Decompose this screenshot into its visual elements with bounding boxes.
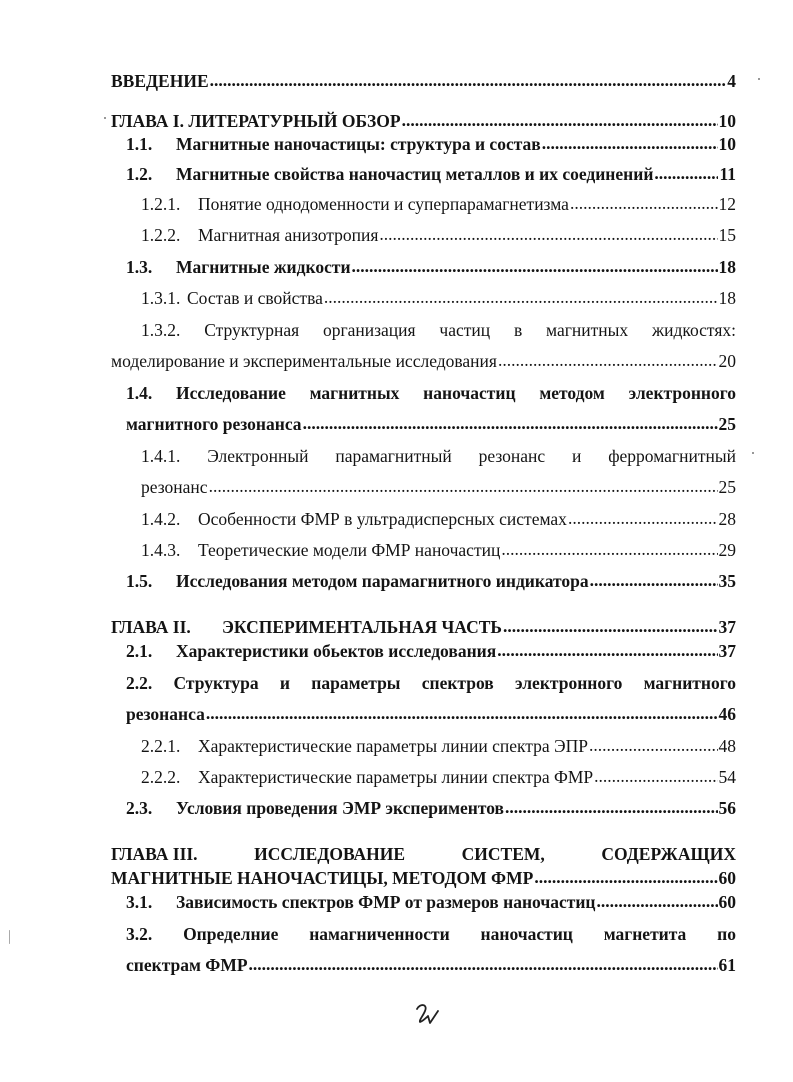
toc-word: жидкостях: <box>651 320 736 340</box>
scan-speck <box>758 78 760 80</box>
toc-entry-title-continued: магнитного резонанса <box>126 414 302 434</box>
toc-word: ферромагнитный <box>608 446 736 466</box>
toc-entry-1-3-2-line-1[interactable] <box>141 320 736 340</box>
dot-leader <box>654 166 718 180</box>
toc-entry-title: ВВЕДЕНИЕ <box>111 71 209 91</box>
toc-word: электронного <box>514 673 623 693</box>
dot-leader <box>497 643 717 657</box>
toc-word: магнитных <box>546 320 629 340</box>
toc-page-number: 61 <box>718 955 736 975</box>
toc-chapter-label: ГЛАВА III. <box>111 844 198 864</box>
toc-section-number: 1.4. <box>126 383 153 403</box>
dot-leader <box>594 769 717 783</box>
toc-entry-1-2-1[interactable] <box>141 194 736 214</box>
dot-leader <box>570 196 718 210</box>
toc-page-number: 37 <box>718 617 736 637</box>
toc-word: в <box>513 320 523 340</box>
toc-page-number: 46 <box>718 704 736 724</box>
toc-page-number: 11 <box>719 164 736 184</box>
toc-word: резонанс <box>478 446 546 466</box>
toc-word: наночастиц <box>480 924 573 944</box>
toc-section-number: 2.1. <box>126 641 153 661</box>
toc-page-number: 12 <box>718 194 736 214</box>
toc-section-number: 1.3. <box>126 257 153 277</box>
toc-word: СИСТЕМ, <box>461 844 545 864</box>
toc-word: электронного <box>628 383 736 403</box>
toc-page-number: 35 <box>718 571 736 591</box>
toc-page-number: 48 <box>718 736 736 756</box>
dot-leader <box>498 353 718 367</box>
toc-page-number: 10 <box>718 111 736 131</box>
toc-page-number: 25 <box>718 414 736 434</box>
dot-leader <box>542 136 718 150</box>
toc-section-number: 1.4.3. <box>141 540 181 560</box>
scan-speck <box>752 452 754 454</box>
dot-leader <box>379 227 717 241</box>
toc-entry-title: Теоретические модели ФМР наночастиц <box>198 540 501 560</box>
toc-entry-1-3-1[interactable] <box>141 288 736 308</box>
toc-entry-title: ЭКСПЕРИМЕНТАЛЬНАЯ ЧАСТЬ <box>222 617 502 637</box>
toc-entry-1-3-2-line-2[interactable] <box>111 351 736 371</box>
dot-leader <box>589 738 718 752</box>
toc-entry-title: Характеристические параметры линии спектра ЭПР <box>198 736 588 756</box>
toc-entry-title-continued: моделирование и экспериментальные исследования <box>111 351 497 371</box>
toc-word: и <box>279 673 290 693</box>
toc-page-number: 15 <box>718 225 736 245</box>
dot-leader <box>303 416 718 430</box>
toc-entry-1-2-2[interactable] <box>141 225 736 245</box>
toc-entry-1-1[interactable] <box>126 134 736 154</box>
toc-word: магнитного <box>643 673 736 693</box>
toc-page-number: 28 <box>718 509 736 529</box>
toc-page-number: 25 <box>718 477 736 497</box>
toc-entry-title-continued: резонанса <box>126 704 205 724</box>
toc-entry-1-4-3[interactable] <box>141 540 736 560</box>
toc-page-number: 18 <box>718 288 736 308</box>
toc-entry-3-2-line-1[interactable] <box>126 924 736 944</box>
toc-entry-title: Исследования методом парамагнитного индикатора <box>176 571 589 591</box>
toc-word: параметры <box>311 673 401 693</box>
toc-page-number: 20 <box>718 351 736 371</box>
scan-speck <box>104 117 106 119</box>
toc-page-number: 18 <box>718 257 736 277</box>
toc-page-number: 37 <box>718 641 736 661</box>
dot-leader <box>505 800 718 814</box>
toc-word: и <box>571 446 582 466</box>
toc-entry-title: Понятие однодоменности и суперпарамагнетизма <box>198 194 569 214</box>
toc-entry-title: ГЛАВА I. ЛИТЕРАТУРНЫЙ ОБЗОР <box>111 111 401 131</box>
toc-section-number: 1.4.1. <box>141 446 181 466</box>
toc-word: частиц <box>439 320 491 340</box>
toc-page-number: 56 <box>718 798 736 818</box>
toc-section-number: 1.1. <box>126 134 153 154</box>
toc-entry-title: Состав и свойства <box>187 288 323 308</box>
dot-leader <box>206 706 718 720</box>
toc-entry-title: Особенности ФМР в ультрадисперсных системах <box>198 509 567 529</box>
toc-entry-title-continued: спектрам ФМР <box>126 955 248 975</box>
toc-entry-1-4-2[interactable] <box>141 509 736 529</box>
toc-chapter-label: ГЛАВА II. <box>111 617 191 637</box>
toc-page-number: 54 <box>718 767 736 787</box>
toc-word: намагниченности <box>309 924 450 944</box>
toc-word: СОДЕРЖАЩИХ <box>601 844 736 864</box>
dot-leader <box>249 957 718 971</box>
toc-section-number: 1.3.1. <box>141 288 181 308</box>
dot-leader <box>402 113 718 127</box>
toc-entry-2-2-2[interactable] <box>141 767 736 787</box>
toc-word: магнетита <box>603 924 687 944</box>
toc-word: организация <box>322 320 416 340</box>
dot-leader <box>534 870 717 884</box>
toc-section-number: 3.1. <box>126 892 153 912</box>
scan-speck <box>9 930 10 944</box>
toc-entry-2-2-line-1[interactable] <box>126 673 736 693</box>
toc-entry-1-4-1-line-1[interactable] <box>141 446 736 466</box>
toc-word: наночастиц <box>423 383 516 403</box>
toc-entry-title: Магнитная анизотропия <box>198 225 379 245</box>
toc-word: Исследование <box>176 383 286 403</box>
toc-section-number: 1.3.2. <box>141 320 181 340</box>
toc-entry-1-5[interactable] <box>126 571 736 591</box>
toc-entry-2-2-1[interactable] <box>141 736 736 756</box>
handwritten-page-number-icon <box>414 1000 444 1030</box>
toc-entry-1-4-line-2[interactable] <box>126 414 736 434</box>
toc-section-number: 2.3. <box>126 798 153 818</box>
toc-entry-1-4-1-line-2[interactable] <box>141 477 736 497</box>
toc-entry-title: Условия проведения ЭМР экспериментов <box>176 798 504 818</box>
toc-entry-intro[interactable] <box>111 71 736 91</box>
toc-page-number: 10 <box>718 134 736 154</box>
toc-entry-title-continued: резонанс <box>141 477 208 497</box>
dot-leader <box>210 73 727 87</box>
toc-entry-title: Магнитные свойства наночастиц металлов и их соединений <box>176 164 654 184</box>
toc-word: Структурная <box>204 320 300 340</box>
dot-leader <box>596 894 717 908</box>
toc-section-number: 1.2. <box>126 164 153 184</box>
dot-leader <box>324 290 718 304</box>
toc-entry-title: Магнитные жидкости <box>176 257 351 277</box>
toc-entry-title: Магнитные наночастицы: структура и состав <box>176 134 541 154</box>
dot-leader <box>568 511 718 525</box>
toc-page-number: 60 <box>718 892 736 912</box>
toc-page-number: 4 <box>727 71 736 91</box>
toc-entry-2-1[interactable] <box>126 641 736 661</box>
toc-entry-chapter-3-line-2[interactable] <box>111 868 736 888</box>
toc-entry-1-3[interactable] <box>126 257 736 277</box>
toc-entry-title: Характеристические параметры линии спектра ФМР <box>198 767 594 787</box>
toc-word: методом <box>539 383 605 403</box>
toc-entry-title-continued: МАГНИТНЫЕ НАНОЧАСТИЦЫ, МЕТОДОМ ФМР <box>111 868 534 888</box>
toc-word: по <box>717 924 736 944</box>
toc-entry-chapter-1[interactable] <box>111 111 736 131</box>
toc-word: магнитных <box>309 383 400 403</box>
dot-leader <box>501 542 717 556</box>
dot-leader <box>503 619 718 633</box>
toc-entry-3-1[interactable] <box>126 892 736 912</box>
toc-entry-title: Характеристики обьектов исследования <box>176 641 497 661</box>
toc-section-number: 1.4.2. <box>141 509 181 529</box>
toc-entry-1-2[interactable] <box>126 164 736 184</box>
toc-section-number: 2.2.1. <box>141 736 181 756</box>
toc-entry-2-2-line-2[interactable] <box>126 704 736 724</box>
toc-word: Определние <box>183 924 279 944</box>
toc-word: ИССЛЕДОВАНИЕ <box>254 844 406 864</box>
toc-entry-chapter-2[interactable] <box>111 617 736 637</box>
toc-section-number: 1.5. <box>126 571 153 591</box>
dot-leader <box>209 479 718 493</box>
toc-word: спектров <box>421 673 494 693</box>
toc-entry-2-3[interactable] <box>126 798 736 818</box>
dot-leader <box>590 573 718 587</box>
toc-entry-chapter-3-line-1[interactable] <box>111 844 736 864</box>
toc-word: Структура <box>173 673 259 693</box>
toc-section-number: 2.2. <box>126 673 153 693</box>
toc-section-number: 3.2. <box>126 924 153 944</box>
toc-word: Электронный <box>207 446 309 466</box>
toc-page-number: 60 <box>718 868 736 888</box>
toc-section-number: 2.2.2. <box>141 767 181 787</box>
toc-section-number: 1.2.2. <box>141 225 181 245</box>
toc-entry-3-2-line-2[interactable] <box>126 955 736 975</box>
toc-entry-title: Зависимость спектров ФМР от размеров наночастиц <box>176 892 596 912</box>
toc-section-number: 1.2.1. <box>141 194 181 214</box>
toc-page-number: 29 <box>718 540 736 560</box>
dot-leader <box>352 259 718 273</box>
toc-word: парамагнитный <box>335 446 452 466</box>
toc-entry-1-4-line-1[interactable] <box>126 383 736 403</box>
